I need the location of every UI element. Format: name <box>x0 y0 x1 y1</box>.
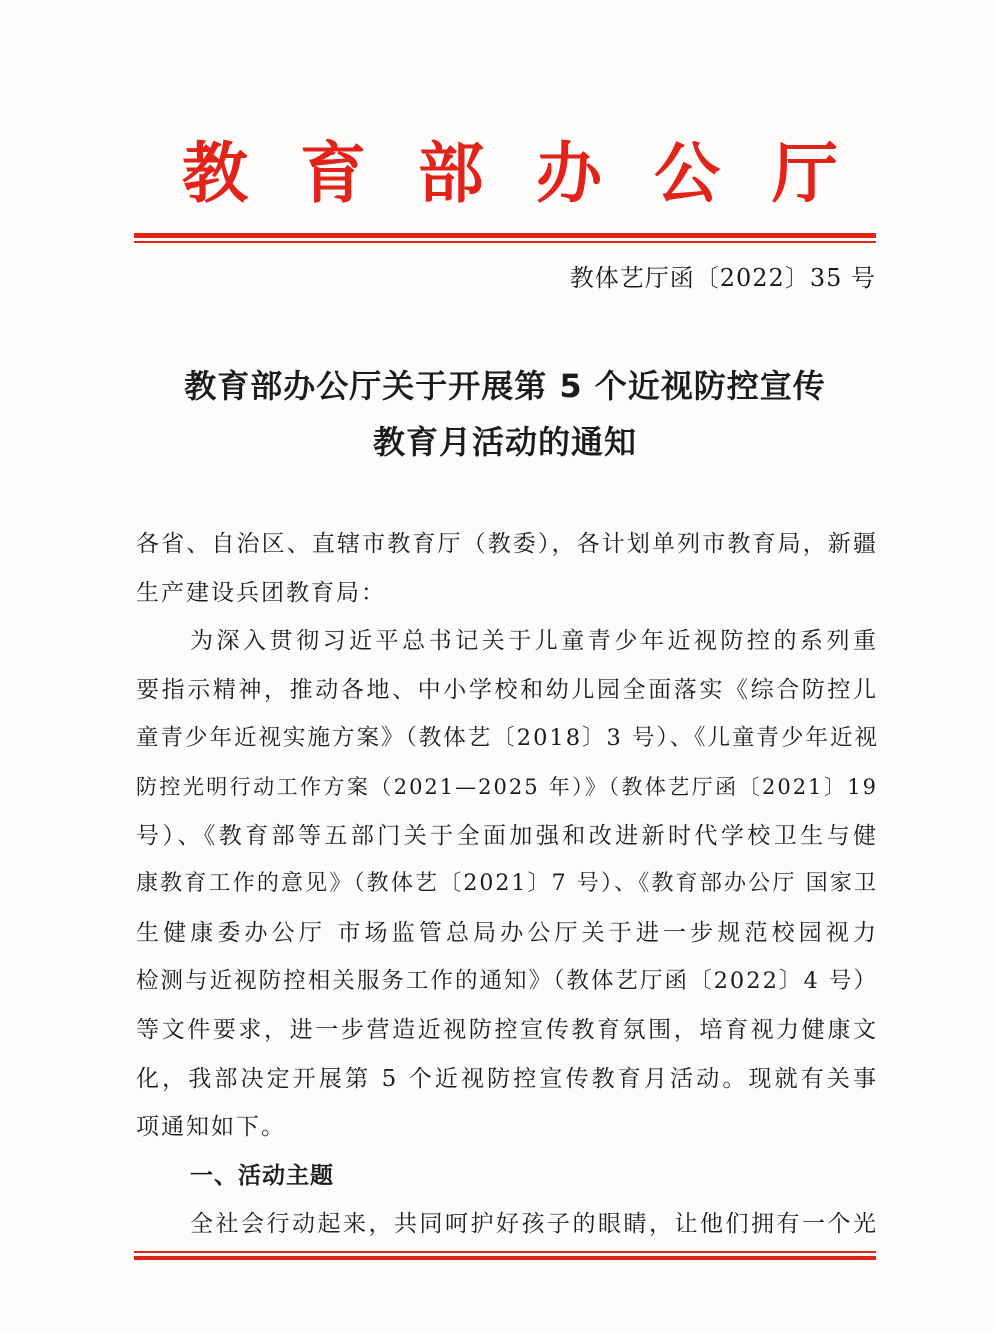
masthead-char: 办 <box>536 134 602 212</box>
paragraph-line: 防控光明行动工作方案（2021—2025 年）》（教体艺厅函〔2021〕19 <box>136 774 878 799</box>
paragraph-line: 为深入贯彻习近平总书记关于儿童青少年近视防控的系列重 <box>190 628 878 655</box>
paragraph-line: 等文件要求，进一步营造近视防控宣传教育氛围，培育视力健康文 <box>136 1016 878 1043</box>
document-title <box>134 358 876 470</box>
document-number: 教体艺厅函〔2022〕35 号 <box>569 264 876 292</box>
header-red-rule-thin <box>134 241 876 243</box>
paragraph-line: 号）、《教育部等五部门关于全面加强和改进新时代学校卫生与健 <box>136 822 878 849</box>
paragraph-line: 检测与近视防控相关服务工作的通知》（教体艺厅函〔2022〕4 号） <box>136 968 878 995</box>
paragraph-line: 要指示精神，推动各地、中小学校和幼儿园全面落实《综合防控儿 <box>136 676 878 703</box>
paragraph-line: 生健康委办公厅 市场监管总局办公厅关于进一步规范校园视力 <box>136 919 878 946</box>
header-red-rule <box>134 233 876 238</box>
paragraph-line: 项通知如下。 <box>136 1114 286 1141</box>
issuing-office-masthead <box>180 128 840 218</box>
paragraph-line: 童青少年近视实施方案》（教体艺〔2018〕3 号）、《儿童青少年近视 <box>136 725 879 752</box>
section-heading: 一、活动主题 <box>190 1162 334 1189</box>
masthead-char: 公 <box>654 134 720 212</box>
footer-red-rule-thin <box>134 1251 876 1253</box>
masthead-char: 厅 <box>772 134 838 212</box>
masthead-char: 部 <box>418 134 484 212</box>
salutation-line: 各省、自治区、直辖市教育厅（教委），各计划单列市教育局，新疆 <box>136 531 878 557</box>
masthead-char: 教 <box>182 134 248 212</box>
paragraph-line: 全社会行动起来，共同呵护好孩子的眼睛，让他们拥有一个光 <box>190 1211 878 1238</box>
footer-red-rule <box>134 1256 876 1260</box>
paragraph-line: 化，我部决定开展第 5 个近视防控宣传教育月活动。现就有关事 <box>136 1065 878 1092</box>
title-line: 教育月活动的通知 <box>372 423 637 461</box>
salutation-line: 生产建设兵团教育局： <box>136 579 386 606</box>
masthead-char: 育 <box>300 134 366 212</box>
title-line: 教育部办公厅关于开展第 5 个近视防控宣传 <box>184 367 826 405</box>
document-body <box>136 520 878 1249</box>
paragraph-line: 康教育工作的意见》（教体艺〔2021〕7 号）、《教育部办公厅 国家卫 <box>136 871 878 897</box>
